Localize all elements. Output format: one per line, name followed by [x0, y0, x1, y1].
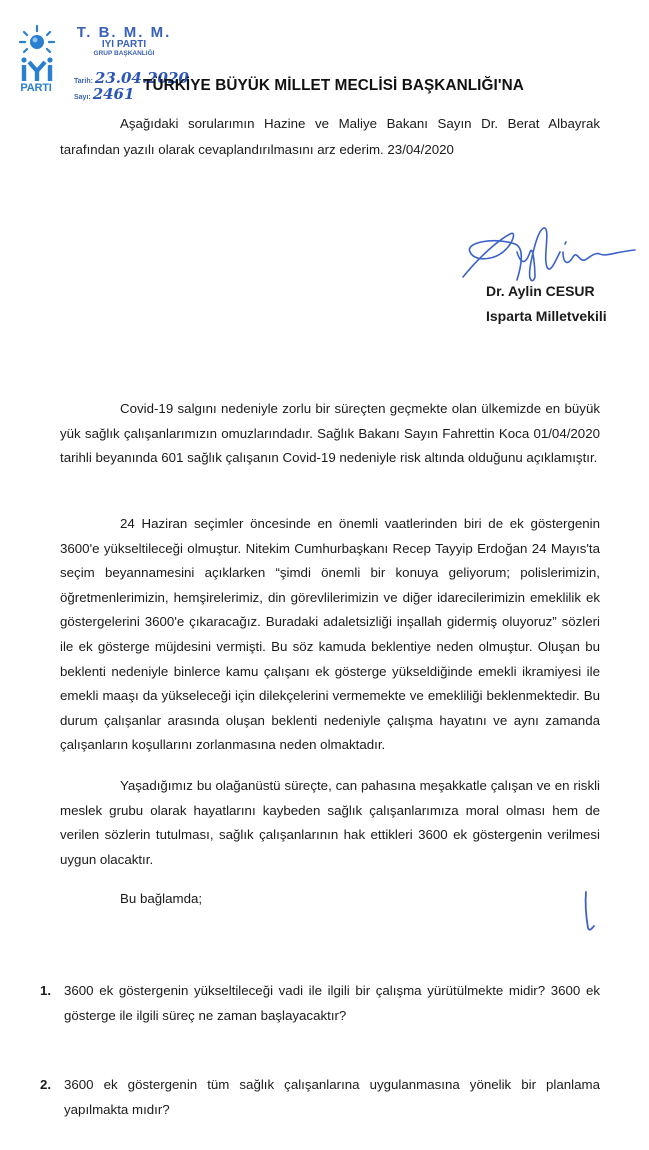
- stamp-line-2: IYI PARTI: [101, 39, 147, 50]
- handwritten-mark: [580, 888, 600, 943]
- logo-label: PARTI: [20, 82, 52, 94]
- document-title: TÜRKİYE BÜYÜK MİLLET MECLİSİ BAŞKANLIĞI'NA: [143, 77, 524, 94]
- body-paragraph-3: Yaşadığımız bu olağanüstü süreçte, can pahasına meşakkatle çalışan ve en riskli meslek grubu olarak hayatlarını kaybeden sağlık çalışanlarımıza moral olması hem de verilen sözlerin tutulması, sağlık çalışanlarının hak ettikleri 3600 ek göstergenin verilmesi uygun olacaktır.: [60, 778, 600, 867]
- body-paragraph-1: Covid-19 salgını nedeniyle zorlu bir süreçten geçmekte olan ülkemizde en büyük yük sağlık çalışanlarımızın omuzlarındadır. Sağlık Bakanı Sayın Fahrettin Koca 01/04/2020 tarihli beyanında 601 sağlık çalışanın Covid-19 nedeniyle risk altında olduğunu açıklamıştır.: [60, 401, 600, 466]
- signature-icon: [455, 222, 645, 287]
- question-text: 3600 ek göstergenin yükseltileceği vadi ile ilgili bir çalışma yürütülmekte midir? 3600 ek gösterge ile ilgili süreç ne zaman başlayacaktır?: [64, 983, 600, 1023]
- question-1: [40, 978, 600, 1028]
- question-number: 2.: [40, 1077, 52, 1092]
- stamp-date-label: Tarih:: [74, 78, 93, 85]
- stamp-number-label: Sayı:: [74, 94, 91, 101]
- signatory-title: Isparta Milletvekili: [486, 308, 607, 324]
- tbmm-stamp: [74, 24, 174, 57]
- handwritten-signature: [455, 222, 645, 292]
- question-text: 3600 ek göstergenin tüm sağlık çalışanlarına uygulanmasına yönelik bir planlama yapılmakta mıdır?: [64, 1077, 600, 1117]
- question-2: [40, 1072, 600, 1122]
- question-number: 1.: [40, 983, 52, 998]
- stamp-number-row: [74, 85, 134, 103]
- intro-paragraph: Aşağıdaki sorularımın Hazine ve Maliye Bakanı Sayın Dr. Berat Albayrak tarafından yazılı olarak cevaplandırılmasını arz ederim. 23/04/2020: [60, 116, 600, 157]
- stamp-date-value: 23.04.2020: [94, 69, 189, 87]
- pen-mark-icon: [580, 888, 600, 938]
- stamp-line-3: GRUP BAŞKANLIĞI: [93, 50, 155, 57]
- stamp-line-1: T. B. M. M.: [76, 24, 172, 41]
- stamp-number-value: 2461: [92, 85, 135, 103]
- signatory-name: Dr. Aylin CESUR: [486, 283, 595, 299]
- body-paragraph-4: Bu bağlamda;: [120, 891, 203, 906]
- body-paragraph-2: 24 Haziran seçimler öncesinde en önemli vaatlerinden biri de ek göstergenin 3600'e yükseltileceği olmuştur. Nitekim Cumhurbaşkanı Recep Tayyip Erdoğan 24 Mayıs'ta seçim beyannamesini açıklarken “şimdi önemli bir konuya geliyorum; polislerimizin, öğretmenlerimizin, hemşirelerimiz, din görevlilerimizin ve diğer idarecilerimizin emeklilik ek göstergelerini 3600'e çıkaracağız. Buradaki adaletsizliği inşallah gidermiş oluyoruz” sözleri ile ek gösterge müjdesini vermişti. Bu söz kamuda beklentiye neden olmuştur. Oluşan bu beklenti nedeniyle binlerce kamu çalışanı ek gösterge yükseldiğinde emekli ikramiyesi ile emekli maaşı da yükseleceği için dilekçelerini vermemekte ve emekliliği beklenmektedir. Bu durum çalışanlar arasında oluşan beklenti nedeniyle çalışma hayatını ve aynı zamanda çalışanların koşullarını zorlanmasına neden olmaktadır.: [60, 516, 600, 753]
